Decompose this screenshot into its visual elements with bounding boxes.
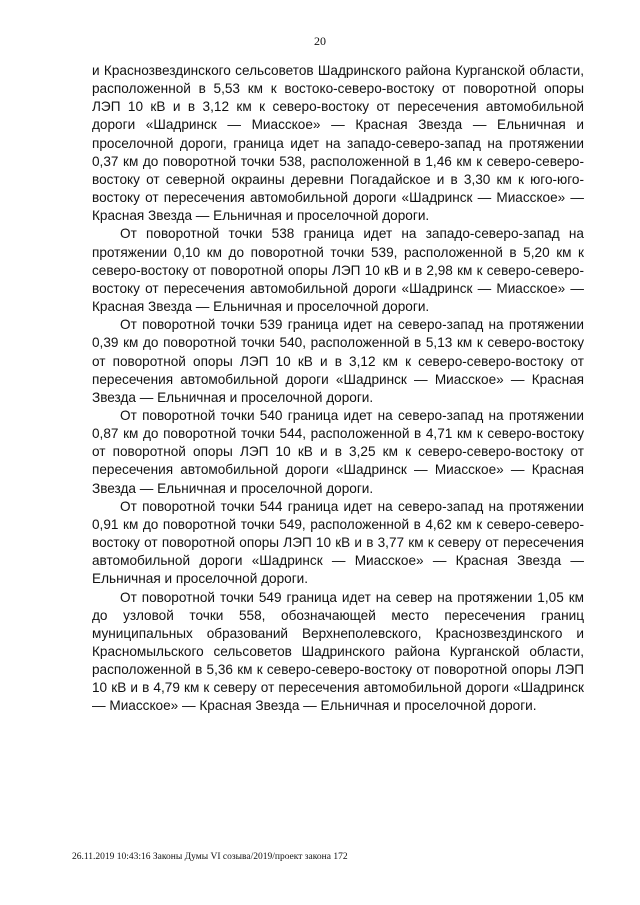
paragraph: От поворотной точки 540 граница идет на северо-запад на протяжении 0,87 км до поворотной точки 544, расположенной в 4,71 км к северо-востоку от поворотной опоры ЛЭП 10 кВ и в 3,25 км к северо-северо-востоку от пересечения автомобильной дороги «Шадринск — Миасское» — Красная Звезда — Ельничная и проселочной дороги. — [92, 407, 584, 496]
footer-document-info: 26.11.2019 10:43:16 Законы Думы VI созыва/2019/проект закона 172 — [72, 852, 348, 862]
document-body — [92, 62, 584, 716]
paragraph: От поворотной точки 539 граница идет на северо-запад на протяжении 0,39 км до поворотной точки 540, расположенной в 5,13 км к северо-востоку от поворотной опоры ЛЭП 10 кВ и в 3,12 км к северо-северо-востоку от пересечения автомобильной дороги «Шадринск — Миасское» — Красная Звезда — Ельничная и проселочной дороги. — [92, 317, 584, 405]
paragraph: От поворотной точки 549 граница идет на север на протяжении 1,05 км до узловой точки 558, обозначающей место пересечения границ муниципальных образований Верхнеполевского, Краснозвездинского и Красномыльского сельсоветов Шадринского района Курганской области, расположенной в 5,36 км к северо-северо-востоку от поворотной опоры ЛЭП 10 кВ и в 4,79 км к северу от пересечения автомобильной дороги «Шадринск — Миасское» — Красная Звезда — Ельничная и проселочной дороги. — [92, 589, 584, 714]
paragraph: От поворотной точки 538 граница идет на западо-северо-запад на протяжении 0,10 км до поворотной точки 539, расположенной в 5,20 км к северо-востоку от поворотной опоры ЛЭП 10 кВ и в 2,98 км к северо-северо-востоку от пересечения автомобильной дороги «Шадринск — Миасское» — Красная Звезда — Ельничная и проселочной дороги. — [92, 226, 584, 315]
paragraph: От поворотной точки 544 граница идет на северо-запад на протяжении 0,91 км до поворотной точки 549, расположенной в 4,62 км к северо-северо-востоку от поворотной опоры ЛЭП 10 кВ и в 3,77 км к северу от пересечения автомобильной дороги «Шадринск — Миасское» — Красная Звезда — Ельничная и проселочной дороги. — [92, 498, 584, 587]
page-number: 20 — [314, 34, 326, 48]
paragraph: и Краснозвездинского сельсоветов Шадринского района Курганской области, расположенной в 5,53 км к востоко-северо-востоку от поворотной опоры ЛЭП 10 кВ и в 3,12 км к северо-востоку от пересечения автомобильной дороги «Шадринск — Миасское» — Красная Звезда — Ельничная и проселочной дороги, граница идет на западо-северо-запад на протяжении 0,37 км до поворотной точки 538, расположенной в 1,46 км к северо-северо-востоку от северной окраины деревни Погадайское и в 3,30 км к юго-юго-востоку от пересечения автомобильной дороги «Шадринск — Миасское» — Красная Звезда — Ельничная и проселочной дороги. — [92, 63, 584, 224]
